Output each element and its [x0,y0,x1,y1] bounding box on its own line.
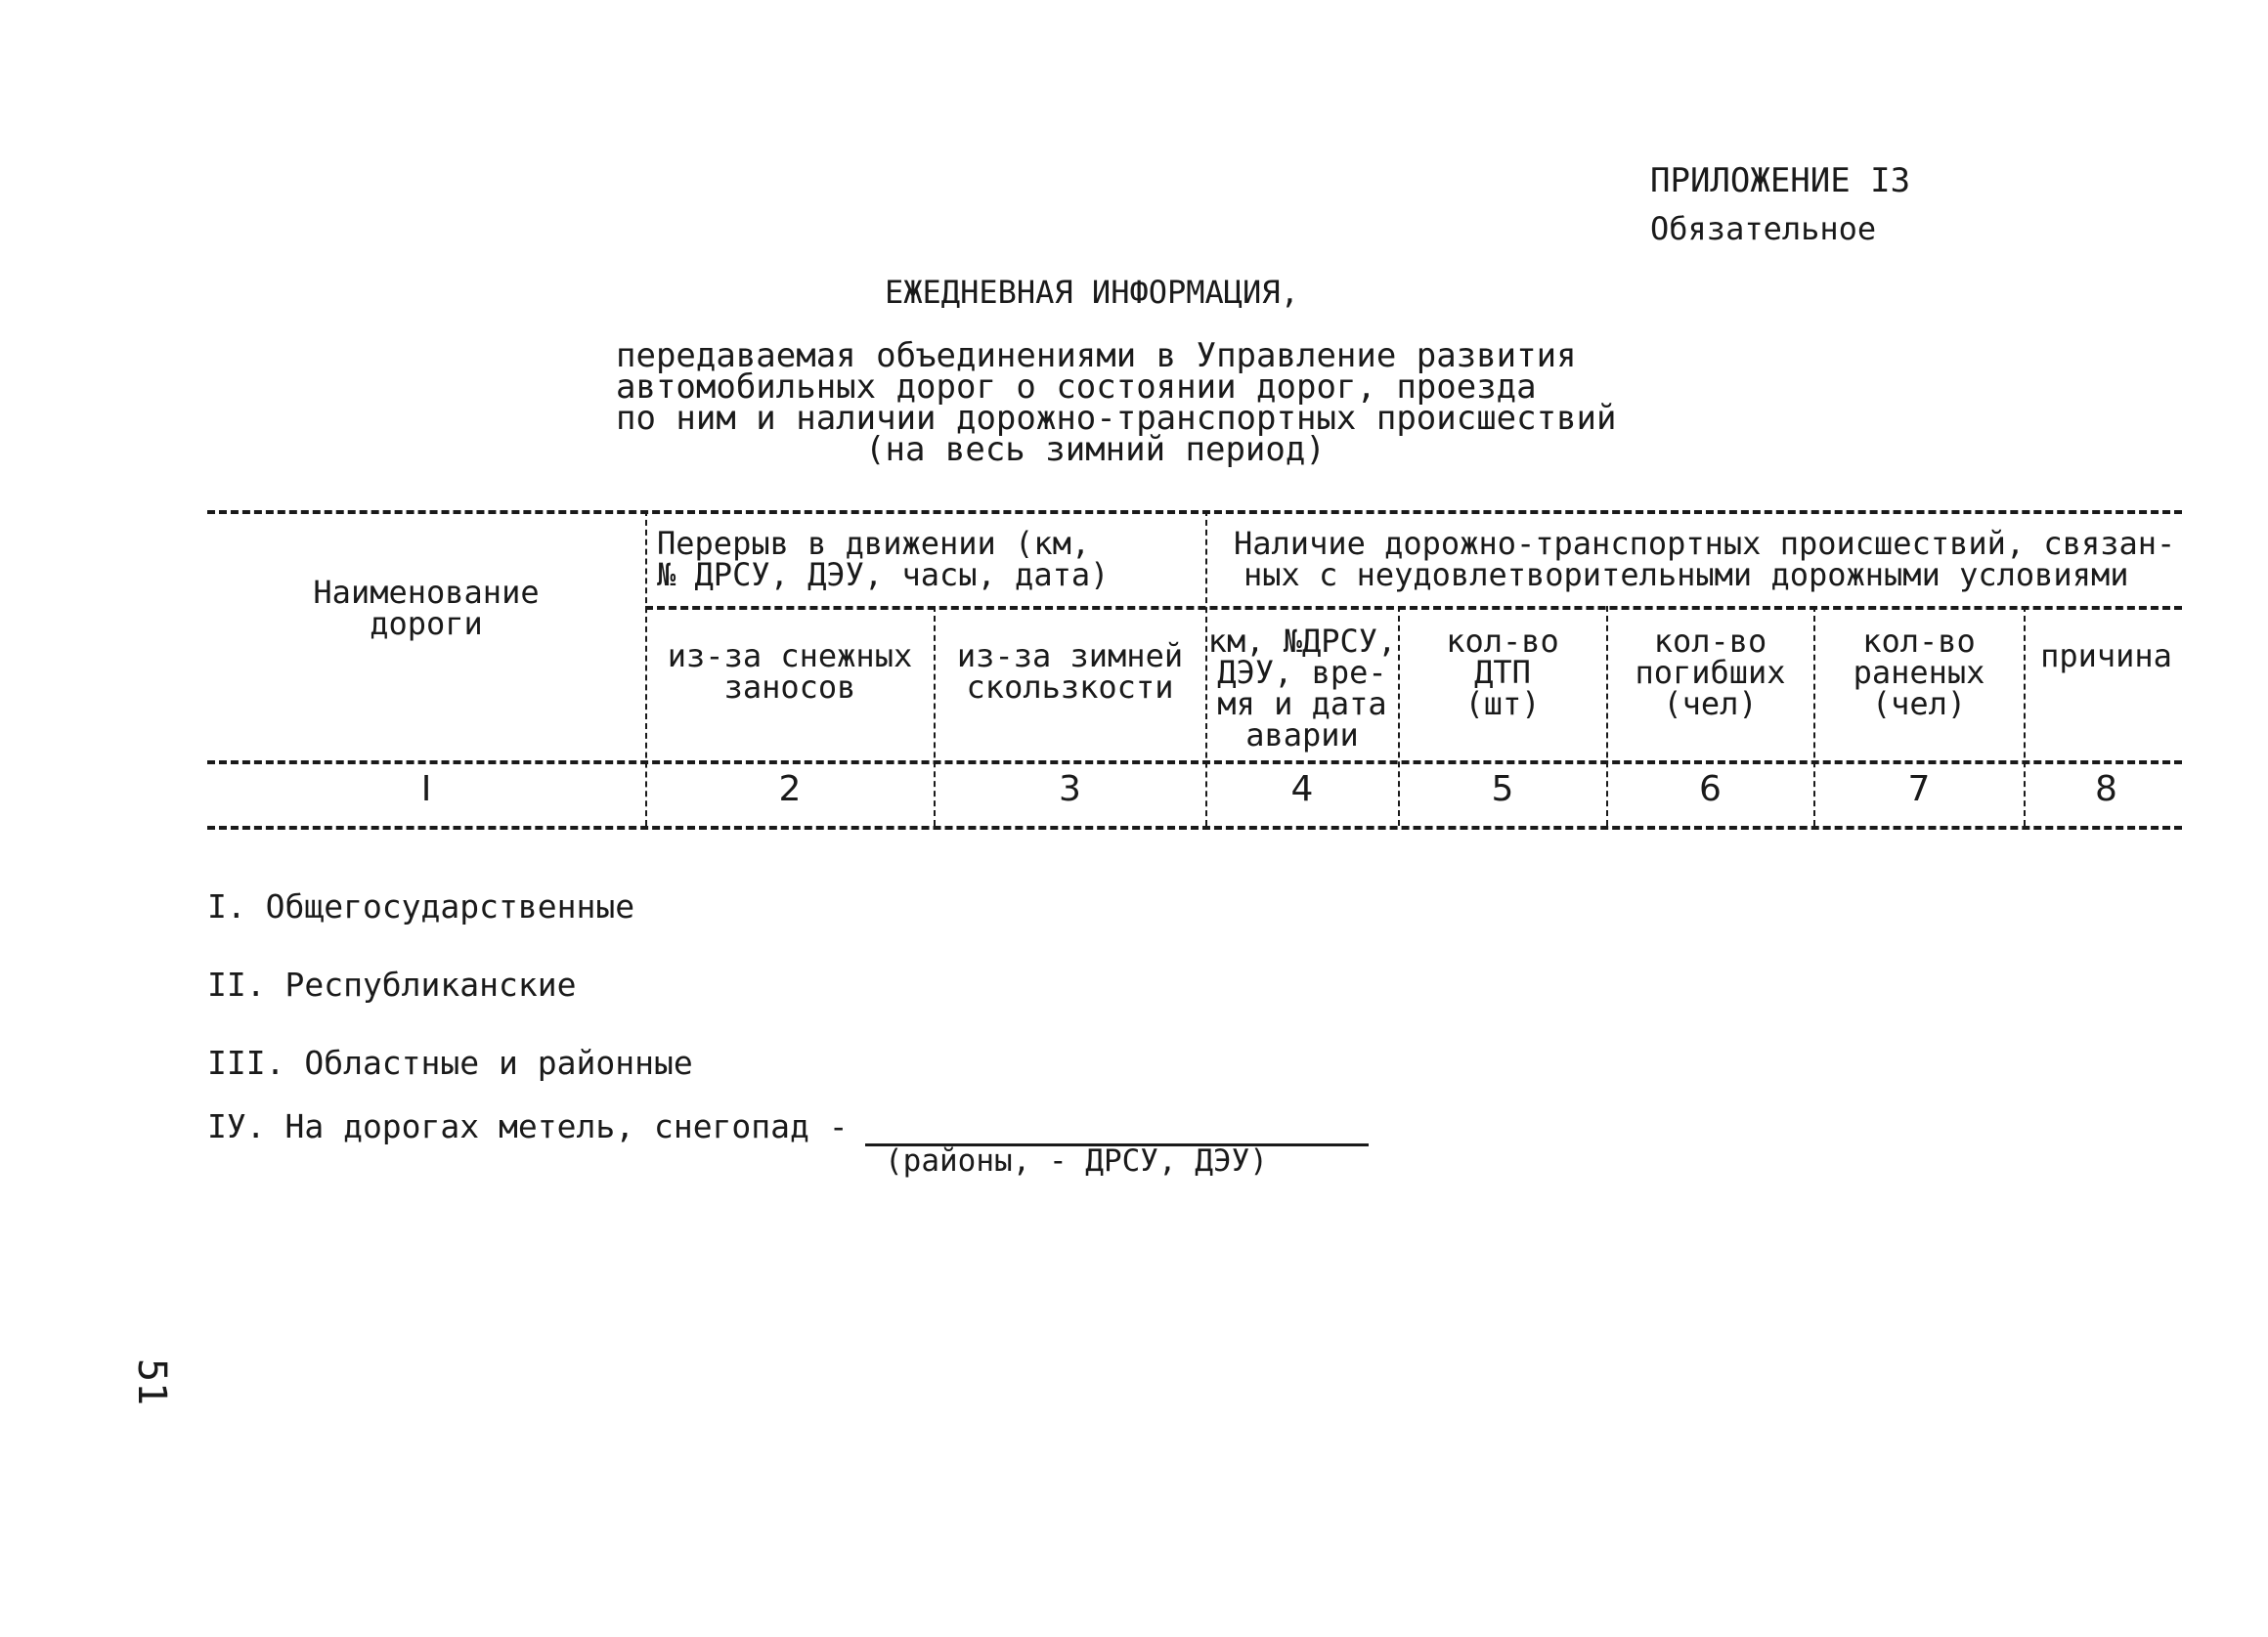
subtitle-line-3: по ним и наличии дорожно-транспортных происшествий [616,399,1617,438]
subheader-col7 [1815,623,2023,722]
section-1: I. Общегосударственные [207,887,635,926]
subheader-line: аварии [1245,716,1359,754]
subheader-line: (чел) [1871,685,1967,722]
column-number: I [420,769,432,809]
subtitle-line-4: (на весь зимний период) [865,430,1326,469]
column-number: 2 [778,769,802,809]
subheader-line: раненых [1853,654,1985,691]
section-3: III. Областные и районные [207,1044,693,1082]
underline-caption: (районы, - ДРСУ, ДЭУ) [885,1143,1268,1179]
column-number: 8 [2095,769,2117,809]
group2-header-line: Наличие дорожно-транспортных происшествий, связан- [1234,525,2176,562]
subheader-line: ДТП [1474,654,1531,691]
column-number: 6 [1699,769,1722,809]
group1-header-line: Перерыв в движении (км, [657,525,1091,562]
subheader-line: мя и дата [1217,685,1387,722]
subheader-col5 [1400,623,1605,722]
subheader-line: из-за снежных [667,637,913,674]
subheader-line: км, №ДРСУ, [1207,623,1397,660]
subtitle-line-1: передаваемая объединениями в Управление развития [616,336,1577,375]
subheader-col8 [2026,637,2187,674]
appendix-label: ПРИЛОЖЕНИЕ I3 [1650,161,1911,200]
column-number: 5 [1491,769,1514,809]
subheader-line: (шт) [1464,685,1541,722]
subheader-line: причина [2040,637,2172,674]
group1-header-line: № ДРСУ, ДЭУ, часы, дата) [657,556,1110,593]
column-number: 3 [1059,769,1081,809]
section-2: II. Республиканские [207,966,577,1004]
appendix-status: Обязательное [1650,210,1877,247]
col1-header [207,574,645,642]
subheader-line: кол-во [1862,623,1976,660]
subheader-col2 [647,637,933,706]
table-bottom-rule [207,826,2182,830]
table-top-rule [207,510,2182,514]
column-number: 4 [1290,769,1314,809]
document-title: ЕЖЕДНЕВНАЯ ИНФОРМАЦИЯ, [885,274,1299,311]
group2-header-line: ных с неудовлетворительными дорожными условиями [1243,556,2129,593]
subheader-line: ДЭУ, вре- [1217,654,1387,691]
group2-header [1234,525,2192,593]
subheader-line: (чел) [1663,685,1758,722]
subheader-line: скользкости [966,668,1174,706]
group1-header [657,525,1204,593]
subheader-col6 [1608,623,1812,722]
subheader-line: из-за зимней [956,637,1184,674]
column-number: 7 [1907,769,1931,809]
subheader-col4 [1207,623,1397,754]
col1-header-line: дороги [370,605,483,642]
subheader-line: заносов [723,668,856,706]
subheader-line: кол-во [1653,623,1767,660]
section-4: IУ. На дорогах метель, снегопад - [207,1107,849,1145]
table-header-bottom-rule [207,760,2182,764]
subheader-line: кол-во [1446,623,1559,660]
subheader-col3 [936,637,1204,706]
subtitle-line-2: автомобильных дорог о состоянии дорог, проезда [616,367,1537,407]
subheader-line: погибших [1635,654,1786,691]
col1-header-line: Наименование [313,574,540,611]
page-number: 51 [129,1358,174,1406]
table-subheader-rule [645,606,2182,610]
